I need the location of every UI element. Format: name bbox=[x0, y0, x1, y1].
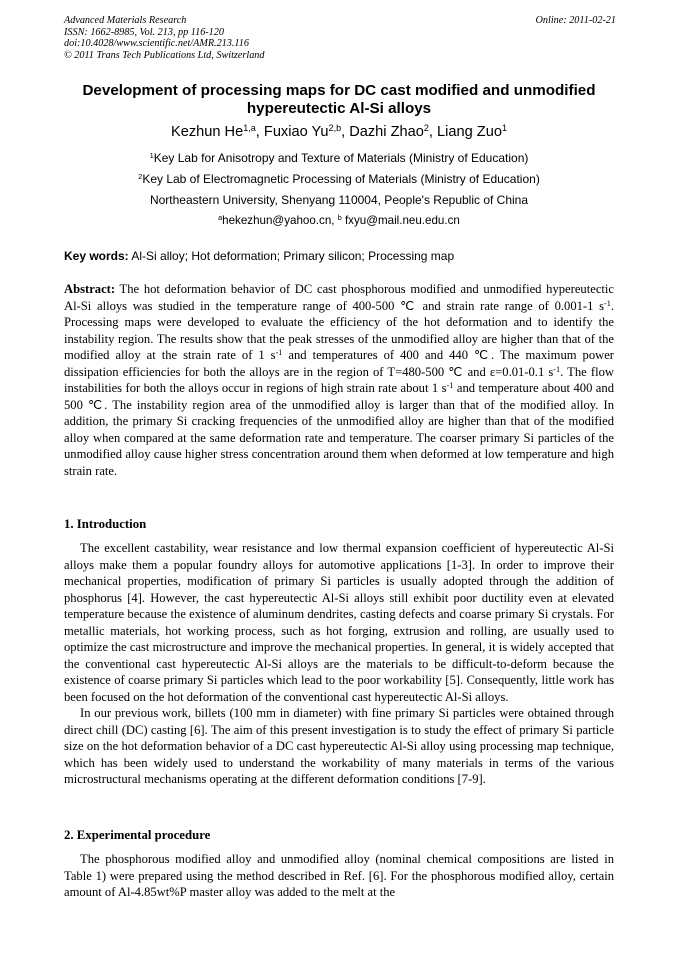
introduction-body bbox=[64, 540, 614, 788]
superscript: -1 bbox=[553, 364, 561, 374]
author-name: Dazhi Zhao bbox=[349, 124, 424, 140]
doi-line: doi:10.4028/www.scientific.net/AMR.213.116 bbox=[64, 38, 249, 50]
title-line-1: Development of processing maps for DC cast modified and unmodified bbox=[82, 82, 596, 99]
paragraph: The excellent castability, wear resistance and low thermal expansion coefficient of hypereutectic Al-Si alloys make them a popular foundry alloys for automotive applications [1-3]. In order to improve their mechanical properties, modification of primary Si particles is usually adopted through the addition of phosphorus [4]. However, the cast hypereutectic Al-Si alloys still exhibit poor ductility even at elevated temperature because the existence of aluminum dendrites, casting defects and coarse primary Si crystals. For metallic materials, hot working process, such as hot forging, extrusion and rolling, are usually used to optimize the cast microstructure and improve the mechanical properties. In general, it is widely accepted that the conventional cast hypereutectic Al-Si alloys are the materials to be difficult-to-deform because the existence of coarse primary Si particles which lead to the poor workability [5]. Consequently, little work has been focused on the hot deformation of the conventional cast hypereutectic Al-Si alloys. bbox=[64, 541, 614, 704]
superscript: -1 bbox=[275, 347, 283, 357]
author-name: Fuxiao Yu bbox=[263, 124, 329, 140]
online-date: Online: 2011-02-21 bbox=[535, 15, 616, 26]
author-list bbox=[60, 123, 618, 141]
author-affiliation-mark: 2,b bbox=[328, 123, 342, 134]
affiliation-mark: 1 bbox=[149, 150, 154, 160]
issn-line: ISSN: 1662-8985, Vol. 213, pp 116-120 bbox=[64, 26, 224, 38]
abstract-label: Abstract: bbox=[64, 282, 116, 296]
email-mark: a bbox=[218, 213, 223, 223]
affiliation-address: Northeastern University, Shenyang 110004, People's Republic of China bbox=[149, 193, 529, 207]
email-line bbox=[60, 214, 618, 228]
author-affiliation-mark: 1 bbox=[501, 123, 507, 134]
author-separator: , bbox=[255, 124, 264, 140]
affiliation-2 bbox=[60, 172, 618, 186]
paper-title bbox=[60, 82, 618, 118]
email-address: fxyu@mail.neu.edu.cn bbox=[341, 214, 460, 227]
abstract-text: and temperatures of 400 and 440 ℃. The maximum power dissipation efficiencies for both the alloys are in the region of T=480-500 ℃ and ε=0.01-0.1 s bbox=[64, 348, 614, 379]
author-name: Liang Zuo bbox=[437, 124, 502, 140]
superscript: -1 bbox=[446, 380, 454, 390]
affiliation-mark: 2 bbox=[138, 171, 143, 181]
email-address: hekezhun@yahoo.cn, bbox=[222, 214, 338, 227]
abstract-text: . Processing maps were developed to evaluate the efficiency of the hot deformation and to identify the instability region. The results show that the peak stresses of the unmodified alloy are higher than that of the modified alloy at the strain rate of 1 s bbox=[64, 298, 614, 362]
affiliation-1 bbox=[60, 151, 618, 165]
experimental-body bbox=[64, 851, 614, 901]
affiliation-text: Key Lab for Anisotropy and Texture of Materials (Ministry of Education) bbox=[153, 151, 529, 165]
keywords-text: Al-Si alloy; Hot deformation; Primary silicon; Processing map bbox=[128, 249, 455, 263]
paragraph: The phosphorous modified alloy and unmodified alloy (nominal chemical compositions are listed in Table 1) were prepared using the method described in Ref. [6]. For the phosphorous modified alloy, certain amount of Al-4.85wt%P master alloy was added to the melt at the bbox=[64, 852, 614, 899]
journal-name: Advanced Materials Research bbox=[64, 15, 187, 26]
email-mark: b bbox=[337, 213, 342, 223]
section-heading-experimental: 2. Experimental procedure bbox=[64, 828, 211, 842]
keywords bbox=[64, 249, 616, 263]
copyright-line: © 2011 Trans Tech Publications Ltd, Switzerland bbox=[64, 49, 265, 61]
author-separator: , bbox=[341, 124, 350, 140]
author-affiliation-mark: 2 bbox=[423, 123, 429, 134]
title-line-2: hypereutectic Al-Si alloys bbox=[246, 100, 432, 117]
paragraph: In our previous work, billets (100 mm in diameter) with fine primary Si particles were obtained through direct chill (DC) casting [6]. The aim of this present investigation is to study the effect of primary Si particle size on the hot deformation behavior of a DC cast hypereutectic Al-Si alloy using processing map technique, which has been widely used to understand the workability of many materials in terms of the various microstructural mechanisms operating at the different deformation conditions [7-9]. bbox=[64, 706, 614, 786]
abstract bbox=[64, 281, 614, 479]
author-separator: , bbox=[428, 124, 438, 140]
abstract-text: and temperature about 400 and 500 ℃. The instability region area of the unmodified alloy is larger than that of the modified alloy. In addition, the primary Si cracking frequencies of the unmodified alloy are higher than that of the modified alloy when compared at the same deformation rate and temperature. The coarser primary Si particles of the unmodified alloy cause higher stress concentration around them when deformed at low temperature and high strain rate. bbox=[64, 381, 614, 478]
keywords-label: Key words: bbox=[64, 249, 129, 263]
journal-header bbox=[64, 15, 616, 61]
abstract-text: The hot deformation behavior of DC cast phosphorous modified and unmodified hypereutectic Al-Si alloys was studied in the temperature range of 400-500 ℃ and strain rate range of 0.001-1 s bbox=[64, 282, 614, 313]
section-heading-introduction: 1. Introduction bbox=[64, 517, 147, 531]
abstract-text: . The flow instabilities for both the alloys occur in regions of high strain rate about 1 s bbox=[64, 364, 614, 395]
author-affiliation-mark: 1,a bbox=[243, 123, 256, 134]
affiliation-text: Key Lab of Electromagnetic Processing of Materials (Ministry of Education) bbox=[142, 172, 540, 186]
superscript: -1 bbox=[604, 298, 611, 308]
author-name: Kezhun He bbox=[171, 124, 244, 140]
